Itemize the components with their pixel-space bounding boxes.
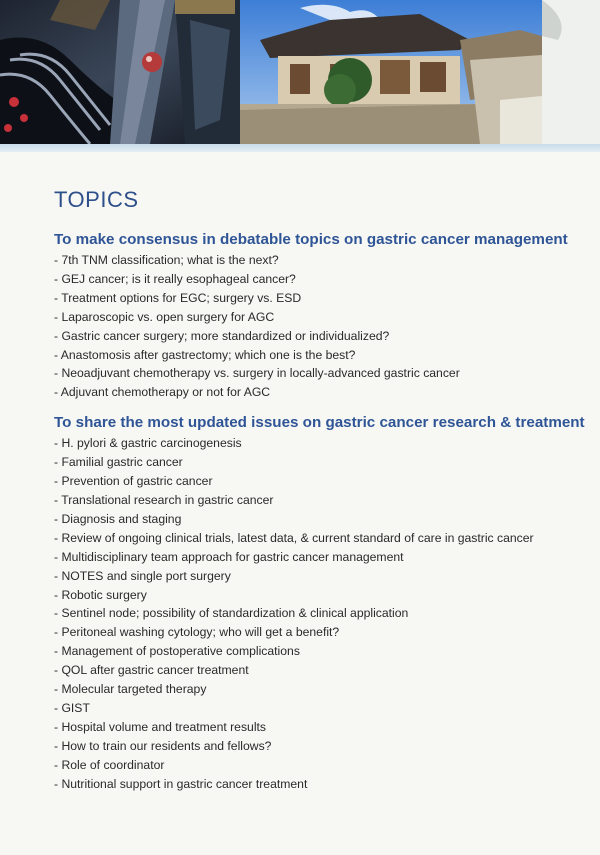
list-item: - Familial gastric cancer bbox=[54, 455, 183, 470]
list-item: - GEJ cancer; is it really esophageal cancer? bbox=[54, 271, 296, 286]
list-item: - Laparoscopic vs. open surgery for AGC bbox=[54, 309, 275, 324]
list-item: - 7th TNM classification; what is the next? bbox=[54, 253, 279, 267]
list-item: - Neoadjuvant chemotherapy vs. surgery in locally-advanced gastric cancer bbox=[54, 366, 460, 381]
section-heading: To make consensus in debatable topics on gastric cancer management bbox=[54, 231, 568, 248]
list-item: - Gastric cancer surgery; more standardized or individualized? bbox=[54, 328, 390, 343]
list-item: - How to train our residents and fellows? bbox=[54, 738, 272, 753]
list-item: - Multidisciplinary team approach for gastric cancer management bbox=[54, 549, 404, 564]
list-item: - Nutritional support in gastric cancer treatment bbox=[54, 776, 308, 791]
list-item: - GIST bbox=[54, 700, 90, 715]
list-item: - Treatment options for EGC; surgery vs. ESD bbox=[54, 290, 302, 305]
topics-content bbox=[54, 186, 584, 793]
hanok-village-photo bbox=[240, 0, 542, 144]
list-item: - Prevention of gastric cancer bbox=[54, 474, 213, 489]
list-item: - Peritoneal washing cytology; who will get a benefit? bbox=[54, 625, 340, 640]
list-item: - Molecular targeted therapy bbox=[54, 682, 207, 697]
list-item: - Sentinel node; possibility of standardization & clinical application bbox=[54, 606, 409, 621]
list-item: - Robotic surgery bbox=[54, 587, 147, 602]
page-title: TOPICS bbox=[54, 187, 139, 212]
header-stripe bbox=[0, 144, 600, 152]
list-item: - QOL after gastric cancer treatment bbox=[54, 663, 249, 678]
header-banner bbox=[0, 0, 600, 144]
list-item: - Adjuvant chemotherapy or not for AGC bbox=[54, 385, 271, 400]
section-heading: To share the most updated issues on gastric cancer research & treatment bbox=[54, 414, 585, 432]
list-item: - H. pylori & gastric carcinogenesis bbox=[54, 436, 242, 451]
section-updated-issues bbox=[54, 413, 584, 793]
list-item: - NOTES and single port surgery bbox=[54, 568, 231, 583]
topic-list bbox=[54, 251, 584, 402]
list-item: - Hospital volume and treatment results bbox=[54, 719, 267, 734]
list-item: - Anastomosis after gastrectomy; which one is the best? bbox=[54, 347, 356, 362]
list-item: - Management of postoperative complications bbox=[54, 644, 300, 659]
topic-list bbox=[54, 434, 584, 793]
list-item: - Diagnosis and staging bbox=[54, 511, 182, 526]
section-consensus-topics bbox=[54, 230, 584, 402]
list-item: - Translational research in gastric cancer bbox=[54, 492, 274, 507]
list-item: - Role of coordinator bbox=[54, 757, 165, 772]
list-item: - Review of ongoing clinical trials, latest data, & current standard of care in gastric cancer bbox=[54, 530, 534, 545]
fabric-pattern-photo bbox=[0, 0, 240, 144]
